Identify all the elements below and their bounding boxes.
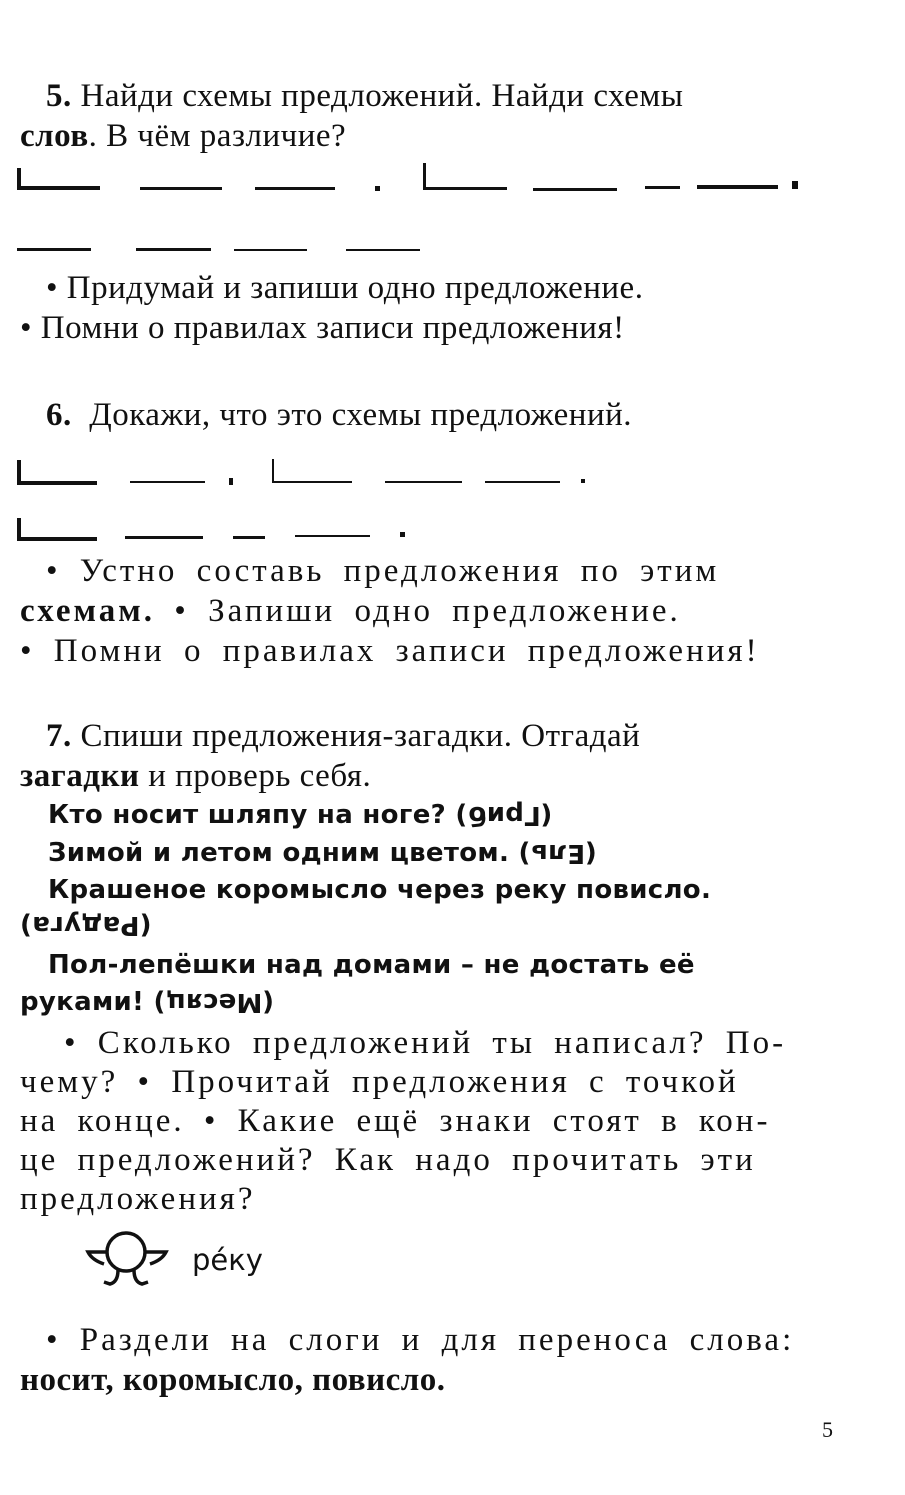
riddle-2: Зимой и летом одним цветом. (Ель) (48, 838, 598, 868)
question-line-1: • Сколько предложений ты написал? По- (64, 1025, 787, 1061)
exercise-number: 6. (46, 397, 72, 433)
riddle-answer-upside-down: Радуга (32, 910, 140, 940)
word-line (533, 188, 617, 191)
question-line-5: предложения? (20, 1181, 256, 1217)
exercise-5-bullet-1: • Придумай и запиши одно предложение. (46, 270, 644, 306)
capital-word-mark (423, 163, 507, 190)
exercise-number: 7. (46, 718, 72, 754)
question-line-4: це предложений? Как надо прочитать эти (20, 1142, 756, 1178)
word-line (295, 535, 370, 537)
question-line-3: на конце. • Какие ещё знаки стоят в кон- (20, 1103, 771, 1139)
exercise-5-title: 5. Найди схемы предложений. Найди схемы (46, 78, 684, 114)
word-line (17, 248, 91, 251)
exercise-7-title-line2: загадки и проверь себя. (20, 758, 372, 794)
riddle-answer-upside-down: Гриб (467, 800, 541, 830)
word-line (130, 481, 205, 483)
capital-word-mark (17, 168, 100, 190)
exercise-number: 5. (46, 78, 72, 114)
capital-word-mark (17, 460, 97, 485)
riddle-3: Крашеное коромысло через реку повисло. (48, 875, 712, 905)
capital-word-mark (272, 459, 352, 483)
period-mark (400, 532, 405, 537)
exercise-6-bullet-1: • Устно составь предложения по этим (46, 553, 720, 589)
riddle-answer-upside-down: Ель (530, 838, 585, 868)
word-line (136, 248, 211, 251)
word-line (125, 536, 203, 539)
exercise-7-title: 7. Спиши предложения-загадки. Отгадай (46, 718, 641, 754)
word-line (346, 249, 420, 251)
word-line (234, 249, 307, 251)
word-line (697, 185, 778, 189)
period-mark (581, 479, 585, 483)
syllables-words: носит, коромысло, повисло. (20, 1362, 446, 1398)
exercise-6-bullet-1-cont: схемам. • Запиши одно предложение. (20, 593, 681, 629)
word-line (485, 481, 560, 483)
capital-word-mark (17, 518, 97, 541)
syllables-task: • Раздели на слоги и для переноса слова: (46, 1322, 795, 1358)
exercise-5-bullet-2: • Помни о правилах записи предложения! (20, 310, 625, 346)
word-line (140, 187, 222, 190)
riddle-4: Пол-лепёшки над домами – не достать её (48, 950, 695, 980)
word-line (233, 536, 265, 539)
orthoepy-word: ре́ку (192, 1243, 263, 1277)
question-line-2: чему? • Прочитай предложения с точкой (20, 1064, 739, 1100)
exercise-6-bullet-2: • Помни о правилах записи предложения! (20, 633, 760, 669)
riddle-1: Кто носит шляпу на ноге? (Гриб) (48, 800, 553, 830)
page-number: 5 (822, 1417, 833, 1442)
exercise-5-title-line2: слов. В чём различие? (20, 118, 347, 154)
character-icon (82, 1230, 172, 1290)
word-line (645, 186, 680, 189)
exercise-6-title: 6. Докажи, что это схемы предложений. (46, 397, 633, 433)
riddle-answer-upside-down: Месяц (165, 987, 263, 1017)
word-line (255, 187, 335, 190)
word-line (385, 481, 462, 483)
riddle-3-answer: (Радуга) (20, 910, 152, 940)
period-mark (375, 186, 380, 191)
comma-mark (229, 478, 233, 485)
period-mark (792, 181, 798, 189)
riddle-4-cont: руками! (Месяц) (20, 987, 275, 1017)
